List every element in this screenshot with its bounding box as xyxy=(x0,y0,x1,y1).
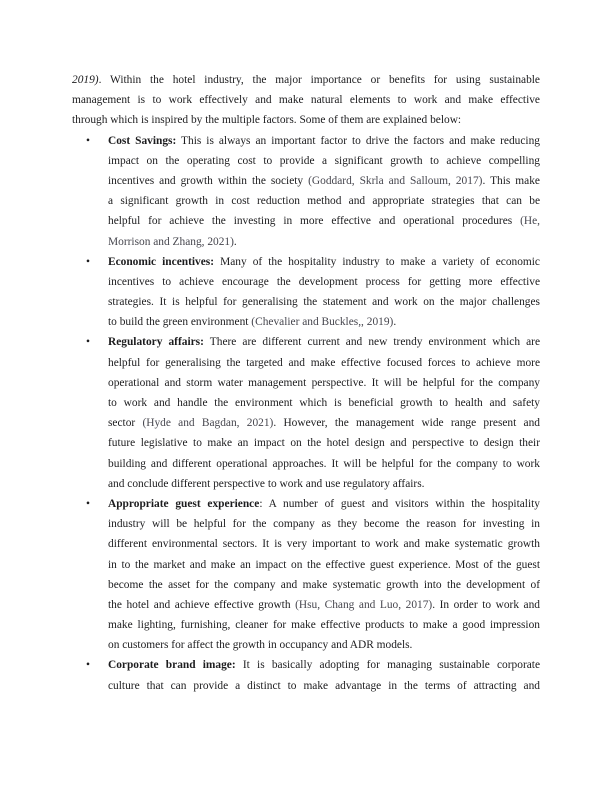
text-line xyxy=(108,211,540,231)
text-line xyxy=(108,474,540,494)
text-line xyxy=(108,332,540,352)
text-line xyxy=(108,615,540,635)
text-run: strategies. It is helpful for generalising the statement and work on the major challenges xyxy=(108,296,540,309)
document-body xyxy=(72,70,540,696)
bullet-icon: • xyxy=(86,134,90,147)
text-line xyxy=(108,494,540,514)
text-run: Many of the hospitality industry to make a variety of economic xyxy=(214,255,540,268)
bullet-item xyxy=(86,332,540,494)
text-run: industry will be helpful for the company as they become the reason for investing in xyxy=(108,518,540,531)
text-run: 2019) xyxy=(72,74,99,86)
text-line xyxy=(108,413,540,433)
text-run: a significant growth in cost reduction method and appropriate strategies that can be xyxy=(108,195,540,208)
text-line xyxy=(108,312,540,332)
citation-run: (He, xyxy=(520,215,540,228)
text-run: to build the green environment xyxy=(108,316,252,329)
text-run: sector xyxy=(108,417,143,430)
text-line xyxy=(108,635,540,655)
text-run: helpful for generalising the targeted and make effective focused forces to achieve more xyxy=(108,356,540,369)
citation-run: Morrison and Zhang, 2021) xyxy=(108,235,234,248)
text-run: Cost Savings: xyxy=(108,134,177,147)
citation-run: (Chevalier and Buckles,, 2019) xyxy=(251,316,394,329)
text-run: . xyxy=(233,235,237,248)
bullet-item xyxy=(86,131,540,252)
text-line xyxy=(108,555,540,575)
text-run: impact on the operating cost to provide a significant growth to achieve compelling xyxy=(108,154,540,167)
text-run: incentives and growth within the society xyxy=(108,174,309,187)
text-line xyxy=(108,655,540,675)
text-run: : A number of guest and visitors within the hospitality xyxy=(259,497,540,510)
text-run: culture that can provide a distinct to make advantage in the terms of attracting and xyxy=(108,679,540,692)
text-line xyxy=(108,191,540,211)
citation-run: (Goddard, Skrla and Salloum, 2017) xyxy=(308,174,483,187)
text-line xyxy=(108,171,540,191)
bullet-icon: • xyxy=(86,497,90,510)
text-line xyxy=(108,252,540,272)
text-run: . However, the management wide range present and xyxy=(273,417,540,430)
text-line xyxy=(108,595,540,615)
text-line xyxy=(108,272,540,292)
text-run: different environmental sectors. It is very important to work and make systematic growth xyxy=(108,538,540,551)
paragraph xyxy=(72,70,540,131)
text-line xyxy=(108,131,540,151)
bullet-item xyxy=(86,655,540,695)
bullet-icon: • xyxy=(86,255,90,268)
text-run: in to the market and make an impact on the effective guest experience. Most of the guest xyxy=(108,558,540,571)
text-line xyxy=(108,292,540,312)
text-run: the hotel and achieve effective growth xyxy=(108,598,296,611)
text-line xyxy=(72,110,540,130)
text-run: . In order to work and xyxy=(432,598,540,611)
text-line xyxy=(108,151,540,171)
text-run: and conclude different perspective to work and use regulatory affairs. xyxy=(108,477,425,490)
text-line xyxy=(108,514,540,534)
text-line xyxy=(108,454,540,474)
text-line xyxy=(72,90,540,110)
text-line xyxy=(108,676,540,696)
text-run: management is to work effectively and make natural elements to work and make effective xyxy=(72,94,540,107)
text-run: Appropriate guest experience xyxy=(108,497,260,510)
citation-run: (Hsu, Chang and Luo, 2017) xyxy=(295,598,433,611)
text-line xyxy=(72,70,540,90)
text-run: . This make xyxy=(482,174,540,187)
bullet-icon: • xyxy=(86,659,90,672)
text-run: . Within the hotel industry, the major importance or benefits for using sustainable xyxy=(98,74,540,86)
text-line xyxy=(108,232,540,252)
text-line xyxy=(108,433,540,453)
text-line xyxy=(108,393,540,413)
bullet-icon: • xyxy=(86,336,90,349)
text-run: Economic incentives: xyxy=(108,255,215,268)
text-run: There are different current and new trendy environment which are xyxy=(203,336,540,349)
bullet-item xyxy=(86,252,540,333)
text-run: through which is inspired by the multiple factors. Some of them are explained below: xyxy=(72,114,462,127)
text-run: to work and handle the environment which is beneficial growth to health and safety xyxy=(108,397,540,409)
text-run: . xyxy=(393,316,397,329)
citation-run: (Hyde and Bagdan, 2021) xyxy=(142,417,274,430)
text-run: Regulatory affairs: xyxy=(108,336,204,349)
text-line xyxy=(108,373,540,393)
text-run: on customers for affect the growth in occupancy and ADR models. xyxy=(108,639,413,652)
text-line xyxy=(108,534,540,554)
text-run: make lighting, furnishing, cleaner for make effective products to make a good impression xyxy=(108,619,540,632)
text-run: It is basically adopting for managing sustainable corporate xyxy=(235,659,540,672)
text-run: This is always an important factor to drive the factors and make reducing xyxy=(176,134,540,147)
text-run: future legislative to make an impact on the hotel design and perspective to design their xyxy=(108,437,540,450)
text-run: building and different operational approaches. It will be helpful for the company to work xyxy=(108,457,540,470)
text-run: helpful for achieve the investing in more effective and operational procedures xyxy=(108,215,521,228)
text-run: operational and storm water management perspective. It will be helpful for the company xyxy=(108,376,540,389)
bullet-item xyxy=(86,494,540,656)
text-line xyxy=(108,575,540,595)
text-run: become the asset for the company and make systematic growth into the development of xyxy=(108,578,540,591)
text-run: incentives to achieve encourage the development process for getting more effective xyxy=(108,275,540,288)
text-run: Corporate brand image: xyxy=(108,659,236,672)
text-line xyxy=(108,353,540,373)
